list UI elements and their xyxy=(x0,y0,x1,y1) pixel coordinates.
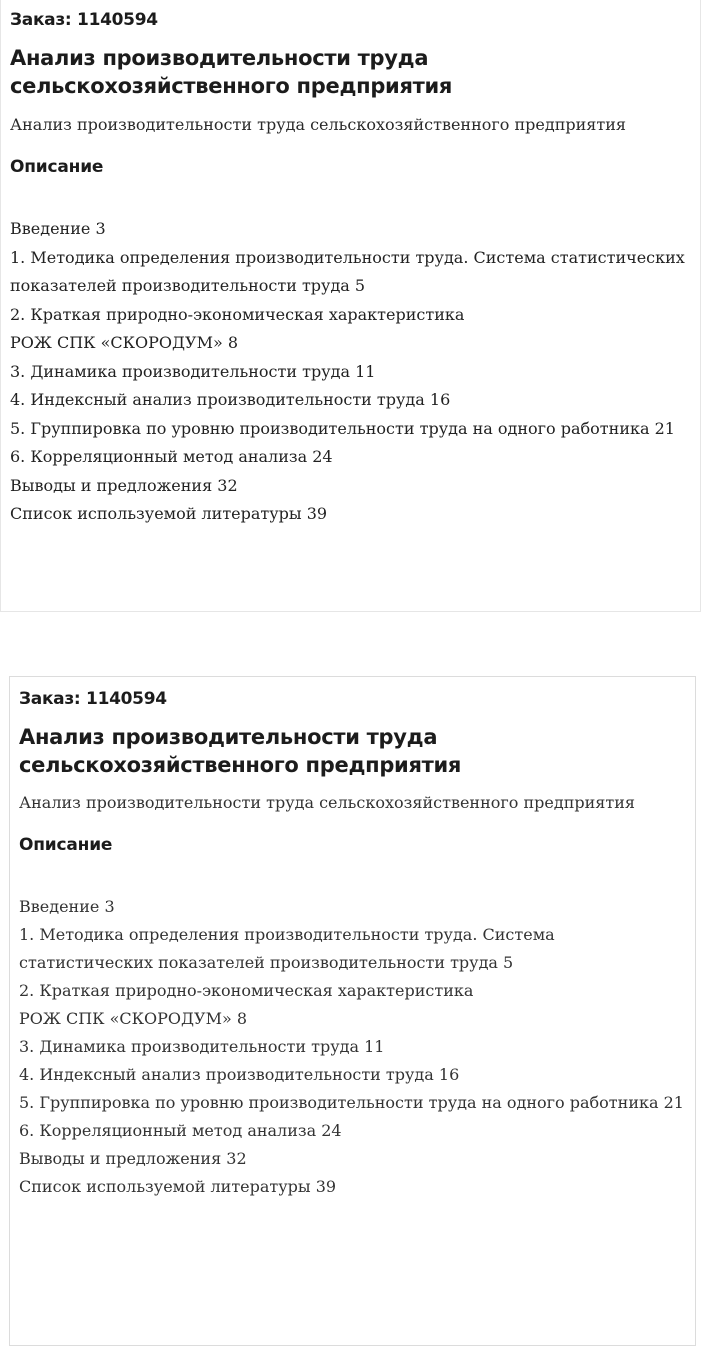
order-card-primary xyxy=(0,0,701,612)
subtitle: Анализ производительности труда сельскохозяйственного предприятия xyxy=(19,793,635,812)
toc-item: 1. Методика определения производительности труда. Система статистических показателей производительности труда 5 xyxy=(19,925,555,972)
order-number: Заказ: 1140594 xyxy=(10,10,158,30)
toc-item: 2. Краткая природно-экономическая характеристика xyxy=(10,304,465,324)
toc-item: Введение 3 xyxy=(10,219,106,238)
toc-item: 5. Группировка по уровню производительности труда на одного работника 21 xyxy=(19,1093,684,1112)
toc-item: 4. Индексный анализ производительности труда 16 xyxy=(10,390,451,409)
toc-item: 3. Динамика производительности труда 11 xyxy=(19,1037,385,1056)
toc-item: 6. Корреляционный метод анализа 24 xyxy=(19,1121,342,1140)
page-title: Анализ производительности труда сельскохозяйственного предприятия xyxy=(19,725,462,777)
toc-item: Список используемой литературы 39 xyxy=(10,504,328,523)
toc-item: РОЖ СПК «СКОРОДУМ» 8 xyxy=(19,1009,248,1028)
toc-item: 6. Корреляционный метод анализа 24 xyxy=(10,447,333,466)
toc-item: Выводы и предложения 32 xyxy=(19,1149,247,1168)
toc-item: 2. Краткая природно-экономическая характеристика xyxy=(19,981,474,1000)
order-card-snapshot xyxy=(9,676,696,1346)
subtitle: Анализ производительности труда сельскохозяйственного предприятия xyxy=(10,115,626,134)
toc-item: РОЖ СПК «СКОРОДУМ» 8 xyxy=(10,333,239,352)
description-heading: Описание xyxy=(10,157,104,177)
description-heading: Описание xyxy=(19,835,113,855)
toc-item: 4. Индексный анализ производительности труда 16 xyxy=(19,1065,460,1084)
table-of-contents xyxy=(19,893,685,1201)
toc-item: Введение 3 xyxy=(19,897,115,916)
toc-item: 5. Группировка по уровню производительности труда на одного работника 21 xyxy=(10,418,675,438)
toc-item: 1. Методика определения производительности труда. Система статистических показателей производительности труда 5 xyxy=(10,247,685,295)
toc-item: Выводы и предложения 32 xyxy=(10,475,238,495)
toc-item: Список используемой литературы 39 xyxy=(19,1177,337,1196)
order-number: Заказ: 1140594 xyxy=(19,689,167,709)
page-title: Анализ производительности труда сельскохозяйственного предприятия xyxy=(10,46,453,98)
toc-item: 3. Динамика производительности труда 11 xyxy=(10,361,376,381)
table-of-contents xyxy=(10,215,690,529)
